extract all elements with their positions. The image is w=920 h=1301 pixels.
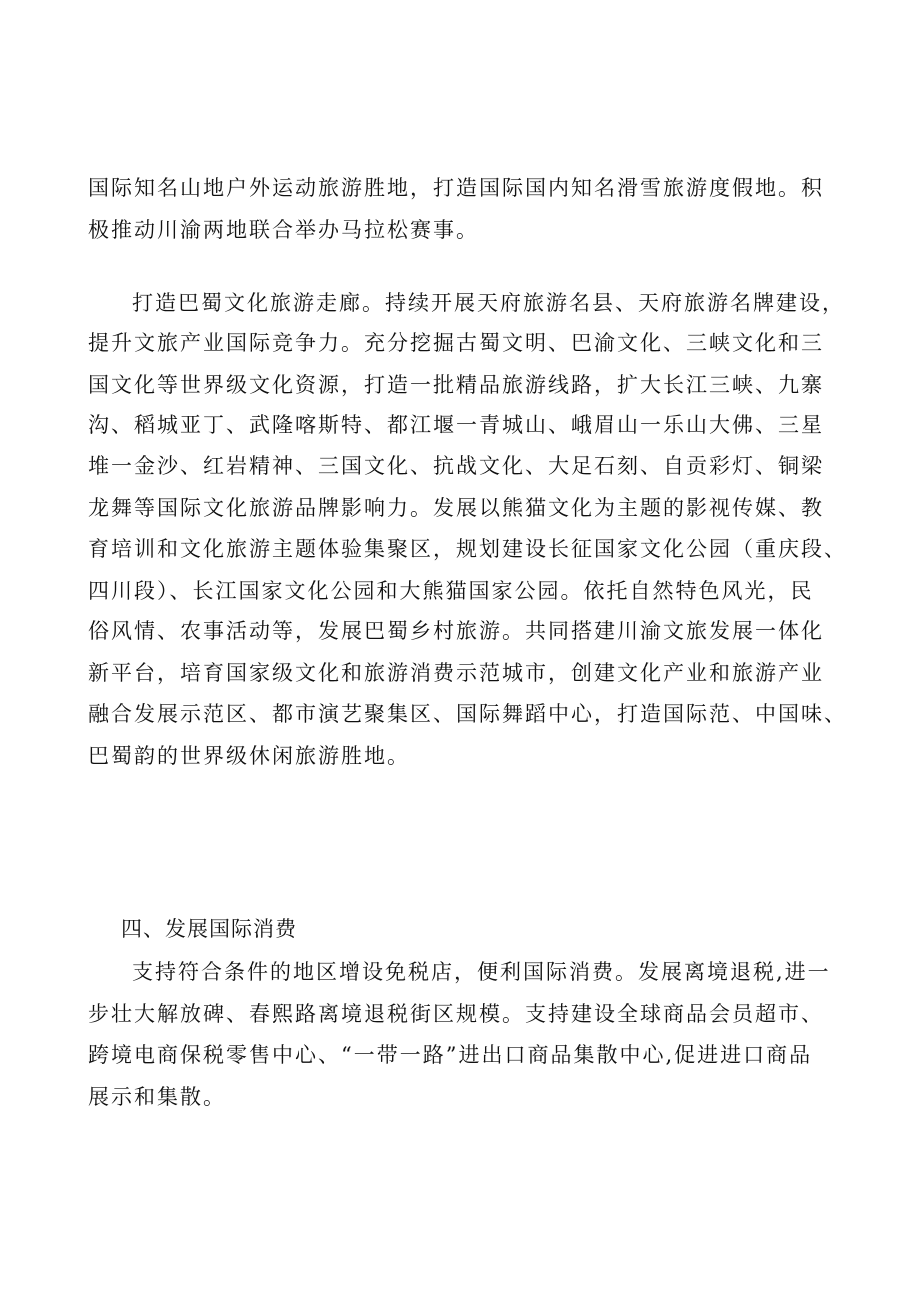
text-line: 展示和集散。 <box>88 1085 226 1109</box>
text-line: 育培训和文化旅游主题体验集聚区，规划建设长征国家文化公园（重庆段、 <box>88 537 847 561</box>
paragraph-first-line: 打造巴蜀文化旅游走廊。持续开展天府旅游名县、天府旅游名牌建设， <box>132 291 845 315</box>
text-line: 步壮大解放碑、春熙路离境退税街区规模。支持建设全球商品会员超市、 <box>88 1002 824 1026</box>
text-line: 提升文旅产业国际竞争力。充分挖掘古蜀文明、巴渝文化、三峡文化和三 <box>88 331 824 355</box>
section-heading: 四、发展国际消费 <box>121 917 297 941</box>
text-line: 融合发展示范区、都市演艺聚集区、国际舞蹈中心，打造国际范、中国味、 <box>88 702 847 726</box>
text-line: 极推动川渝两地联合举办马拉松赛事。 <box>88 218 479 242</box>
text-line: 堆一金沙、红岩精神、三国文化、抗战文化、大足石刻、自贡彩灯、铜梁 <box>88 454 824 478</box>
text-line: 俗风情、农事活动等，发展巴蜀乡村旅游。共同搭建川渝文旅发展一体化 <box>88 619 824 643</box>
text-line: 跨境电商保税零售中心、“一带一路”进出口商品集散中心,促进进口商品 <box>88 1043 813 1067</box>
text-line: 国际知名山地户外运动旅游胜地，打造国际国内知名滑雪旅游度假地。积 <box>88 176 824 200</box>
text-line: 新平台，培育国家级文化和旅游消费示范城市，创建文化产业和旅游产业 <box>88 661 824 685</box>
text-line: 巴蜀韵的世界级休闲旅游胜地。 <box>88 744 410 768</box>
text-line: 国文化等世界级文化资源，打造一批精品旅游线路，扩大长江三峡、九寨 <box>88 373 824 397</box>
text-line: 四川段）、长江国家文化公园和大熊猫国家公园。依托自然特色风光，民 <box>88 579 814 603</box>
text-line: 龙舞等国际文化旅游品牌影响力。发展以熊猫文化为主题的影视传媒、教 <box>88 496 824 520</box>
text-line: 沟、稻城亚丁、武隆喀斯特、都江堰一青城山、峨眉山一乐山大佛、三星 <box>88 413 824 437</box>
paragraph-first-line: 支持符合条件的地区增设免税店，便利国际消费。发展离境退税,进一 <box>132 960 831 984</box>
